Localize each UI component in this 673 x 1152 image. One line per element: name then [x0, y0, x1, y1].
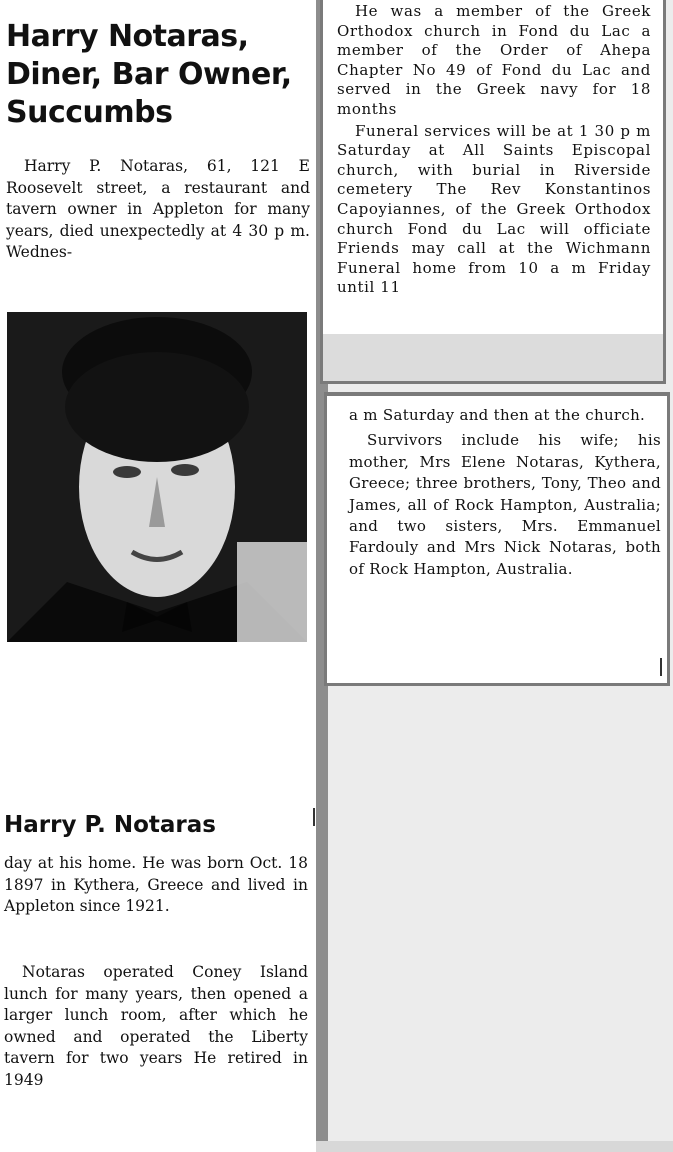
continuation-paragraph-2: Notaras operated Coney Island lunch for many years, then opened a larger lunch room, after which he owned and operated the Liberty tavern for two years He retired in 1949 [4, 963, 308, 1089]
clipping-2-paragraph-1: a m Saturday and then at the church. [349, 406, 646, 424]
clipping-bottom-text [349, 405, 661, 580]
lead-paragraph: Harry P. Notaras, 61, 121 E Roosevelt street, a restaurant and tavern owner in Appleton for many years, died unexpectedly at 4 30 p m. Wednes- [6, 157, 310, 261]
photo-caption: Harry P. Notaras [4, 812, 216, 838]
clipping-top [320, 0, 666, 384]
left-column [0, 0, 316, 1152]
clipping-shade [323, 334, 663, 384]
clipping-top-text [337, 2, 651, 298]
clipping-1-paragraph-2: Funeral services will be at 1 30 p m Saturday at All Saints Episcopal church, with burial in Riverside cemetery The Rev Konstantinos Capoyiannes, of the Greek Orthodox church Fond du Lac will officiate Friends may call at the Wichmann Funeral home from 10 a m Friday until 11 [337, 121, 651, 297]
portrait-photo [7, 312, 307, 642]
continuation-paragraph-1: day at his home. He was born Oct. 18 1897 in Kythera, Greece and lived in Appleton since 1921. [4, 854, 308, 915]
clipping-bottom [324, 392, 670, 686]
margin-mark [313, 808, 315, 826]
portrait-image [7, 312, 307, 642]
clipping-1-paragraph-1: He was a member of the Greek Orthodox church in Fond du Lac a member of the Order of Ahepa Chapter No 49 of Fond du Lac and served in the Greek navy for 18 months [337, 2, 651, 118]
headline: Harry Notaras, Diner, Bar Owner, Succumbs [6, 19, 292, 130]
clipping-2-paragraph-2: Survivors include his wife; his mother, Mrs Elene Notaras, Kythera, Greece; three brothers, Tony, Theo and James, all of Rock Hampton, Australia; and two sisters, Mrs. Emmanuel Fardouly and Mrs Nick Notaras, both of Rock Hampton, Australia. [349, 431, 661, 578]
bottom-edge [316, 1141, 673, 1152]
edge-mark [660, 658, 662, 676]
